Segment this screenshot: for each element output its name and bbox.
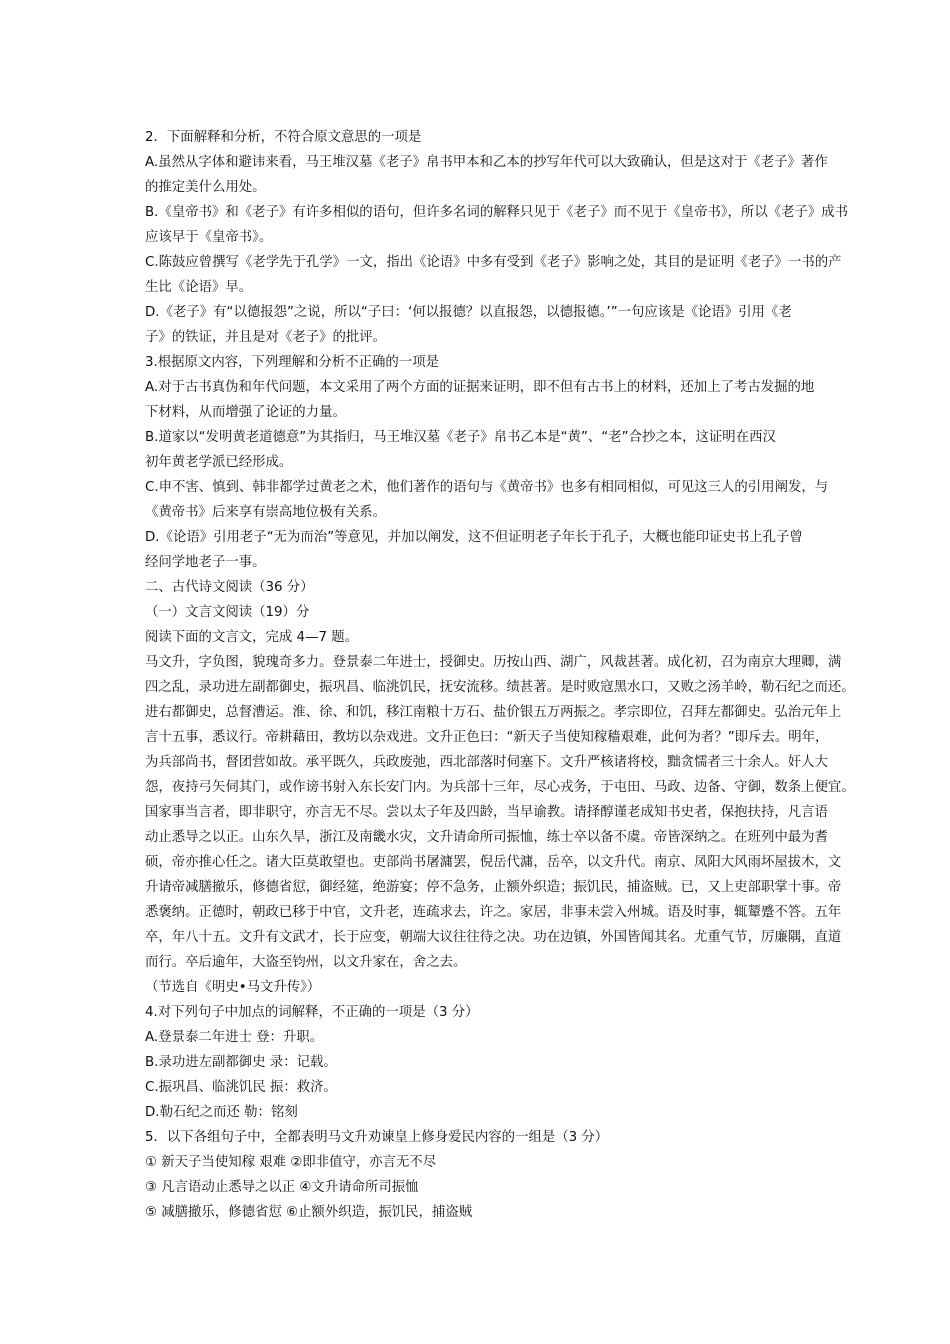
passage-line: 马文升，字负图，貌瑰奇多力。登景泰二年进士，授御史。历按山西、湖广，风裁甚著。成化初，召为南京大理卿，满 — [145, 655, 842, 670]
question-5-items: ① 新天子当使知稼 艰难 ②即非值守，亦言无不尽 — [145, 1155, 437, 1170]
option-3c-line2: 《黄帝书》后来享有崇高地位极有关系。 — [145, 505, 387, 520]
option-2c-line1: C.陈鼓应曾撰写《老学先于孔学》一文，指出《论语》中多有受到《老子》影响之处，其目的是证明《老子》一书的产 — [145, 255, 842, 270]
reading-instruction: 阅读下面的文言文，完成 4—7 题。 — [145, 630, 359, 645]
section-heading: 二、古代诗文阅读（36 分） — [145, 580, 314, 595]
option-4b: B.录功进左副都御史 录：记载。 — [145, 1055, 337, 1070]
document-body — [145, 125, 855, 1225]
question-4-stem: 4.对下列句子中加点的词解释，不正确的一项是（3 分） — [145, 1005, 479, 1020]
option-3b-line1: B.道家以“发明黄老道德意”为其指归，马王堆汉墓《老子》帛书乙本是“黄”、“老”合抄之本，这证明在西汉 — [145, 430, 776, 445]
passage-line: 四之乱，录功进左副都御史，振巩昌、临洮饥民，抚安流移。绩甚著。是时败寇黑水口，又败之汤羊岭，勒石纪之而还。 — [145, 680, 855, 695]
option-3a-line2: 下材料，从而增强了论证的力量。 — [145, 405, 346, 420]
option-4a: A.登景泰二年进士 登：升职。 — [145, 1030, 324, 1045]
passage-line: 悉褒纳。正德时，朝政已移于中官，文升老，连疏求去，许之。家居，非事未尝入州城。语及时事，辄颦蹙不答。五年 — [145, 905, 842, 920]
passage-line: 硕，帝亦推心任之。诸大臣莫敢望也。吏部尚书屠滽罢，倪岳代滽，岳卒，以文升代。南京、凤阳大风雨坏屋拔木，文 — [145, 855, 842, 870]
question-5-stem: 5．以下各组句子中，全都表明马文升劝谏皇上修身爱民内容的一组是（3 分） — [145, 1130, 609, 1145]
option-3c-line1: C.申不害、慎到、韩非都学过黄老之术，他们著作的语句与《黄帝书》也多有相同相似，可见这三人的引用阐发，与 — [145, 480, 829, 495]
option-3d-line2: 经问学地老子一事。 — [145, 555, 266, 570]
option-2d-line1: D.《老子》有“以德报怨”之说，所以“子曰：‘何以报德？以直报怨，以德报德。’”一句应该是《论语》引用《老 — [145, 305, 792, 320]
passage-line: 进右都御史，总督漕运。淮、徐、和饥，移江南粮十万石、盐价银五万两振之。孝宗即位，召拜左都御史。弘治元年上 — [145, 705, 842, 720]
option-3a-line1: A.对于古书真伪和年代问题，本文采用了两个方面的证据来证明，即不但有古书上的材料，还加上了考古发掘的地 — [145, 380, 815, 395]
option-2c-line2: 生比《论语》早。 — [145, 280, 253, 295]
option-2a-line2: 的推定美什么用处。 — [145, 180, 266, 195]
question-5-items: ③ 凡言语动止悉导之以正 ④文升请命所司振恤 — [145, 1180, 419, 1195]
option-3d-line1: D.《论语》引用老子“无为而治”等意见，并加以阐发，这不但证明老子年长于孔子，大概也能印证史书上孔子曾 — [145, 530, 803, 545]
option-2b-line2: 应该早于《皇帝书》。 — [145, 230, 273, 245]
option-2d-line2: 子》的铁证，并且是对《老子》的批评。 — [145, 330, 387, 345]
passage-line: 怨，夜持弓矢伺其门，或作谤书射入东长安门内。为兵部十三年，尽心戎务，于屯田、马政、边备、守御，数条上便宜。 — [145, 780, 855, 795]
passage-line: 动止悉导之以正。山东久旱，浙江及南畿水灾，文升请命所司振恤，练士卒以备不虞。帝皆深纳之。在班列中最为耆 — [145, 830, 828, 845]
option-4c: C.振巩昌、临洮饥民 振：救济。 — [145, 1080, 337, 1095]
option-3b-line2: 初年黄老学派已经形成。 — [145, 455, 293, 470]
passage-line: 言十五事，悉议行。帝耕藉田，教坊以杂戏进。文升正色曰：“新天子当使知稼穑艰难，此何为者？”即斥去。明年， — [145, 730, 829, 745]
option-2b-line1: B.《皇帝书》和《老子》有许多相似的语句，但许多名词的解释只见于《老子》而不见于《皇帝书》，所以《老子》成书 — [145, 205, 849, 220]
question-3-stem: 3.根据原文内容，下列理解和分析不正确的一项是 — [145, 355, 439, 370]
passage-line: 为兵部尚书，督团营如故。承平既久，兵政废弛，西北部落时伺塞下。文升严核诸将校，黜贪懦者三十余人。奸人大 — [145, 755, 828, 770]
question-5-items: ⑤ 减膳撤乐，修德省愆 ⑥止额外织造，振饥民，捕盗贼 — [145, 1205, 473, 1220]
question-2-stem: 2．下面解释和分析，不符合原文意思的一项是 — [145, 130, 422, 145]
passage-line: 卒，年八十五。文升有文武才，长于应变，朝端大议往往待之决。功在边镇，外国皆闻其名。尤重气节，厉廉隅，直道 — [145, 930, 842, 945]
passage-line: 国家事当言者，即非职守，亦言无不尽。尝以太子年及四龄，当早谕教。请择醇谨老成知书史者，保抱扶持，凡言语 — [145, 805, 828, 820]
passage-line: 而行。卒后逾年，大盗至钧州，以文升家在，舍之去。 — [145, 955, 467, 970]
option-4d: D.勒石纪之而还 勒：铭刻 — [145, 1105, 298, 1120]
option-2a-line1: A.虽然从字体和避讳来看，马王堆汉墓《老子》帛书甲本和乙本的抄写年代可以大致确认，但是这对于《老子》著作 — [145, 155, 828, 170]
passage-source: （节选自《明史•马文升传》） — [145, 980, 321, 995]
passage-line: 升请帝减膳撤乐，修德省愆，御经筵，绝游宴；停不急务，止额外织造；振饥民，捕盗贼。已，又上吏部职掌十事。帝 — [145, 880, 842, 895]
subsection-heading: （一）文言文阅读（19）分 — [145, 605, 310, 620]
